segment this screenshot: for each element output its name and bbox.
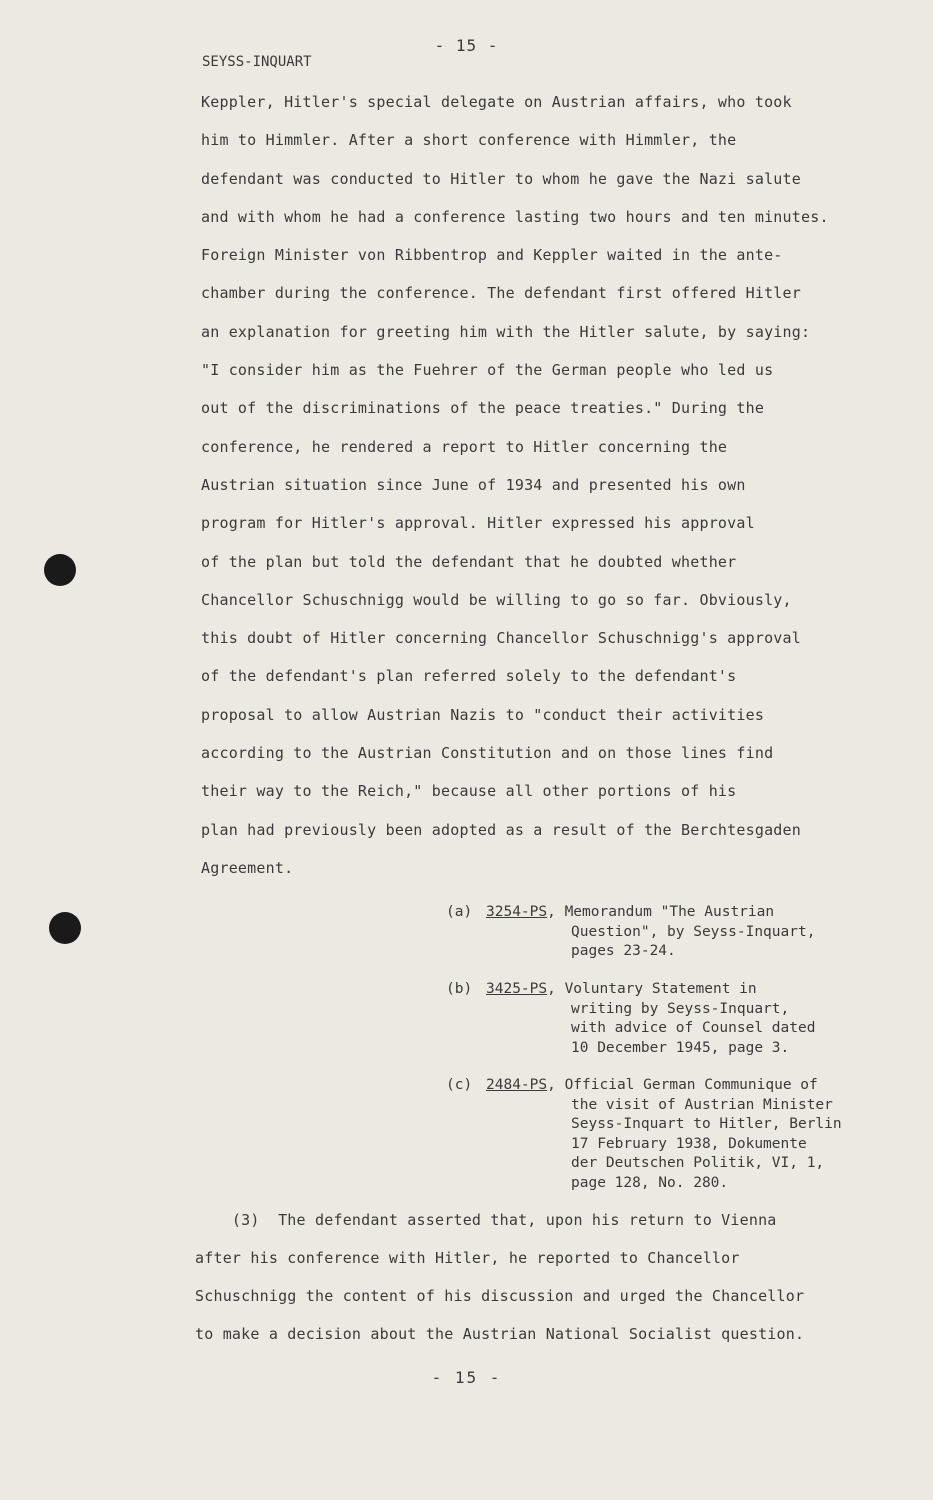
text-line: "I consider him as the Fuehrer of the German people who led us — [201, 361, 774, 380]
running-header: SEYSS-INQUART — [202, 54, 312, 70]
paragraph-3 — [195, 1210, 895, 1362]
text-line: defendant was conducted to Hitler to whom he gave the Nazi salute — [201, 169, 801, 188]
footnote-mark: (c) — [446, 1077, 473, 1093]
text-line: according to the Austrian Constitution and on those lines find — [201, 744, 774, 763]
document-reference: 3254-PS — [486, 904, 548, 920]
text-line: an explanation for greeting him with the Hitler salute, by saying: — [201, 322, 811, 341]
punch-hole — [44, 554, 76, 586]
text-line: Agreement. — [201, 858, 294, 877]
text-line: Austrian situation since June of 1934 and presented his own — [201, 475, 746, 494]
footnote-text: Official German Communique of — [564, 1077, 818, 1093]
text-line: and with whom he had a conference lasting two hours and ten minutes. — [201, 207, 829, 226]
page-number-top: - 15 - — [434, 36, 499, 55]
footnote-text: 17 February 1938, Dokumente — [571, 1135, 807, 1152]
footnote-text: with advice of Counsel dated — [571, 1020, 816, 1036]
footnote-b: (b) 3425-PS, Voluntary Statement in writing by Seyss-Inquart, with advice of Counsel dated 10 December 1945, page 3. — [446, 980, 815, 1058]
footnote-a: (a) 3254-PS, Memorandum "The Austrian Question", by Seyss-Inquart, pages 23-24. — [446, 903, 815, 962]
footnote-text: the visit of Austrian Minister — [571, 1096, 833, 1113]
footnote-text: 10 December 1945, page 3. — [571, 1039, 790, 1056]
text-line: out of the discriminations of the peace treaties." During the — [201, 399, 765, 418]
text-line: plan had previously been adopted as a result of the Berchtesgaden — [201, 820, 801, 839]
document-reference: 2484-PS — [486, 1077, 548, 1093]
text-line: to make a decision about the Austrian National Socialist question. — [195, 1325, 805, 1343]
footnote-text: page 128, No. 280. — [571, 1174, 729, 1191]
footnote-text: Memorandum "The Austrian — [564, 904, 775, 920]
footnote-text: Question", by Seyss-Inquart, — [571, 923, 816, 940]
footnote-text: writing by Seyss-Inquart, — [571, 1000, 790, 1017]
text-line: after his conference with Hitler, he reported to Chancellor — [195, 1249, 740, 1267]
body-paragraph — [201, 92, 891, 896]
text-line: of the plan but told the defendant that he doubted whether — [201, 552, 737, 571]
footnote-text: pages 23-24. — [571, 943, 676, 959]
footnote-text: der Deutschen Politik, VI, 1, — [571, 1155, 825, 1171]
text-line: proposal to allow Austrian Nazis to "conduct their activities — [201, 705, 765, 724]
footnote-mark: (a) — [446, 904, 473, 920]
text-line: their way to the Reich," because all other portions of his — [201, 782, 737, 801]
footnote-mark: (b) — [446, 981, 473, 997]
text-line: conference, he rendered a report to Hitler concerning the — [201, 437, 728, 456]
document-reference: 3425-PS — [486, 981, 548, 997]
footnote-text: Seyss-Inquart to Hitler, Berlin — [571, 1116, 842, 1132]
footnote-text: Voluntary Statement in — [564, 981, 757, 997]
text-line: of the defendant's plan referred solely to the defendant's — [201, 667, 737, 686]
text-line: Schuschnigg the content of his discussion and urged the Chancellor — [195, 1287, 805, 1305]
text-line: Foreign Minister von Ribbentrop and Keppler waited in the ante- — [201, 246, 783, 265]
text-line: chamber during the conference. The defendant first offered Hitler — [201, 284, 801, 303]
text-line: this doubt of Hitler concerning Chancellor Schuschnigg's approval — [201, 629, 801, 648]
page-number-bottom: - 15 - — [431, 1368, 502, 1387]
text-line: (3) The defendant asserted that, upon his return to Vienna — [195, 1211, 777, 1229]
text-line: Keppler, Hitler's special delegate on Austrian affairs, who took — [201, 93, 792, 111]
text-line: Chancellor Schuschnigg would be willing to go so far. Obviously, — [201, 590, 792, 609]
punch-hole — [49, 912, 81, 944]
text-line: him to Himmler. After a short conference with Himmler, the — [201, 131, 737, 150]
text-line: program for Hitler's approval. Hitler expressed his approval — [201, 514, 755, 533]
footnote-c: (c) 2484-PS, Official German Communique of the visit of Austrian Minister Seyss-Inquart to Hitler, Berlin 17 February 1938, Dokumente der Deutschen Politik, VI, 1, page 128, No. 280. — [446, 1076, 842, 1193]
